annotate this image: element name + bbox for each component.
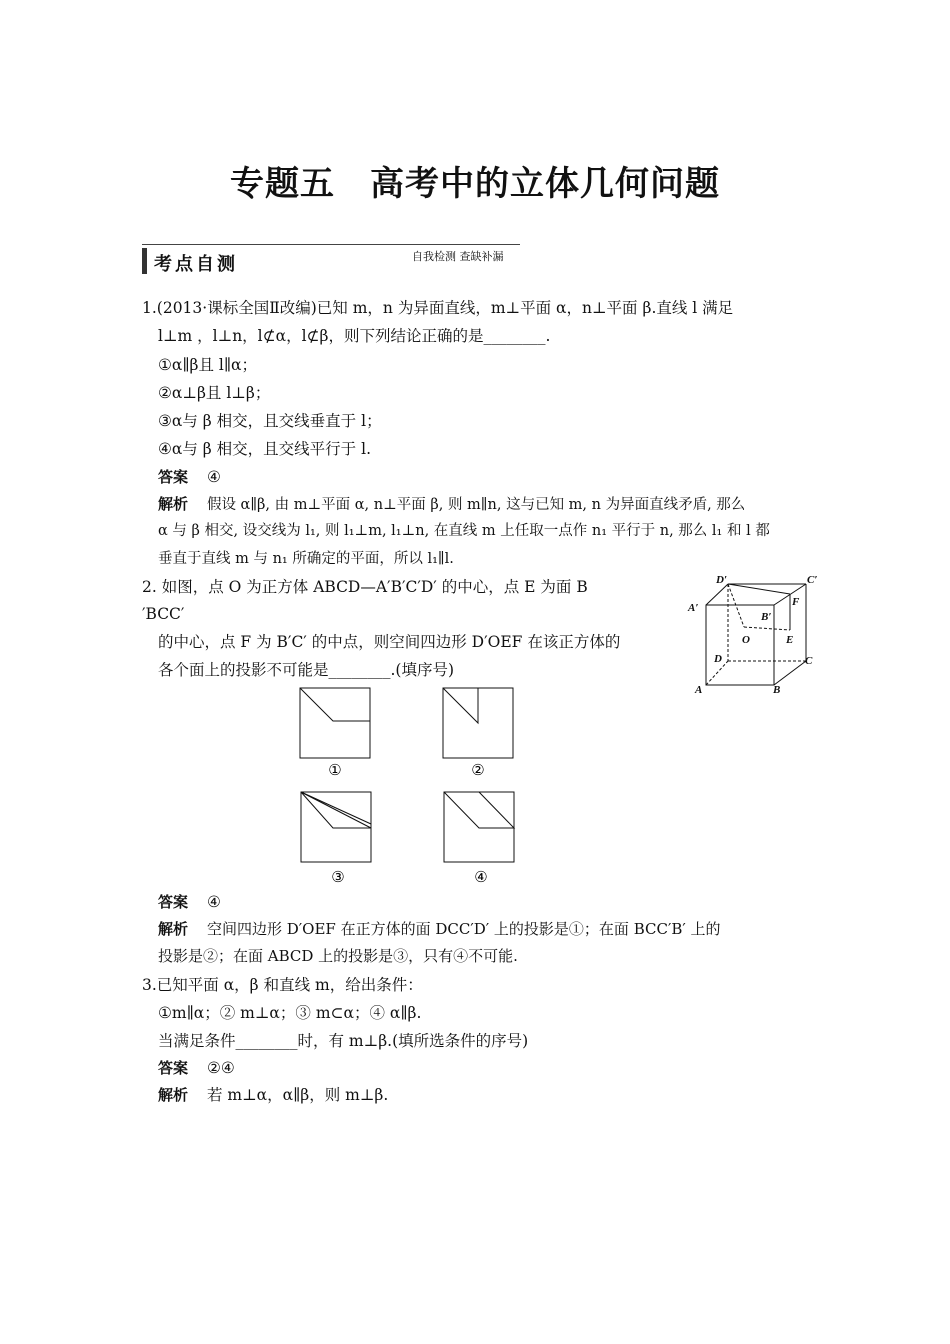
q1-analysis-line3: 垂直于直线 m 与 n₁ 所确定的平面，所以 l₁∥l.	[158, 551, 454, 567]
q1-analysis-line1: 假设 α∥β, 由 m⊥平面 α, n⊥平面 β, 则 m∥n, 这与已知 m, n 为异面直线矛盾, 那么	[206, 497, 746, 513]
section-rule	[142, 244, 520, 245]
analysis-label: 解析	[158, 920, 189, 938]
q2-answer: ④	[206, 893, 221, 911]
section-subtitle: 自我检测 查缺补漏	[412, 250, 504, 263]
q1-option-3: ③α与 β 相交，且交线垂直于 l；	[158, 412, 382, 430]
cube-figure	[686, 572, 822, 698]
q2-analysis-line2: 投影是②；在面 ABCD 上的投影是③，只有④不可能.	[158, 947, 518, 965]
q2-stem-line4: 各个面上的投影不可能是________.(填序号)	[158, 661, 455, 679]
cube-label-c: C	[805, 655, 813, 667]
cube-label-a-prime: A′	[688, 602, 699, 614]
projection-label-2: ②	[471, 763, 485, 779]
q2-stem-line2: ′BCC′	[142, 605, 185, 623]
q2-stem-line3: 的中心，点 F 为 B′C′ 的中点，则空间四边形 D′OEF 在该正方体的	[158, 633, 621, 651]
q3-stem-line3: 当满足条件________时，有 m⊥β.(填所选条件的序号)	[158, 1032, 529, 1050]
projection-label-4: ④	[474, 870, 488, 884]
q3-stem-line2: ①m∥α；② m⊥α；③ m⊂α；④ α∥β.	[158, 1004, 422, 1022]
q2-stem-line1: 2. 如图，点 O 为正方体 ABCD—A′B′C′D′ 的中心，点 E 为面 B	[142, 578, 588, 596]
q2-analysis-line1: 空间四边形 D′OEF 在正方体的面 DCC′D′ 上的投影是①；在面 BCC′B′ 上的	[206, 920, 721, 938]
q3-analysis-row	[158, 1085, 388, 1105]
q3-analysis: 若 m⊥α，α∥β，则 m⊥β.	[206, 1086, 389, 1104]
q1-analysis-row	[158, 494, 745, 515]
projection-figure-2	[439, 684, 519, 780]
section-marker	[142, 248, 147, 274]
cube-label-d: D	[714, 653, 722, 665]
q1-answer-row	[158, 467, 221, 487]
cube-label-b: B	[773, 684, 781, 696]
cube-label-b-prime: B′	[761, 611, 772, 623]
cube-label-a: A	[695, 684, 703, 696]
q2-analysis-row	[158, 919, 721, 939]
q1-stem-line2: l⊥m ，l⊥n，l⊄α，l⊄β，则下列结论正确的是________.	[158, 327, 551, 345]
q3-answer-row	[158, 1058, 235, 1078]
q2-answer-row	[158, 892, 221, 912]
projection-label-1: ①	[328, 763, 342, 779]
answer-label: 答案	[158, 1059, 189, 1077]
q1-option-4: ④α与 β 相交，且交线平行于 l.	[158, 440, 371, 458]
projection-figure-4	[440, 788, 520, 884]
projection-figure-1	[296, 684, 376, 780]
answer-label: 答案	[158, 893, 189, 911]
section-title: 考点自测	[154, 254, 238, 275]
projection-label-3: ③	[331, 870, 345, 884]
projection-figure-3	[297, 788, 377, 884]
cube-label-d-prime: D′	[716, 574, 728, 586]
q1-stem-line1: 1.(2013·课标全国Ⅱ改编)已知 m，n 为异面直线，m⊥平面 α，n⊥平面 β.直线 l 满足	[142, 299, 734, 317]
analysis-label: 解析	[158, 495, 189, 513]
cube-label-e: E	[786, 634, 794, 646]
cube-label-c-prime: C′	[807, 574, 818, 586]
q3-stem-line1: 3.已知平面 α，β 和直线 m，给出条件：	[142, 976, 423, 994]
analysis-label: 解析	[158, 1086, 189, 1104]
q1-option-1: ①α∥β且 l∥α；	[158, 356, 257, 374]
q1-option-2: ②α⊥β且 l⊥β；	[158, 384, 271, 402]
q1-answer: ④	[206, 468, 221, 486]
page-title: 专题五 高考中的立体几何问题	[230, 164, 720, 204]
q1-analysis-line2: α 与 β 相交, 设交线为 l₁, 则 l₁⊥m, l₁⊥n, 在直线 m 上任取一点作 n₁ 平行于 n, 那么 l₁ 和 l 都	[158, 523, 770, 539]
q3-answer: ②④	[206, 1059, 235, 1077]
cube-label-f: F	[792, 596, 800, 608]
cube-label-o: O	[742, 634, 750, 646]
answer-label: 答案	[158, 468, 189, 486]
